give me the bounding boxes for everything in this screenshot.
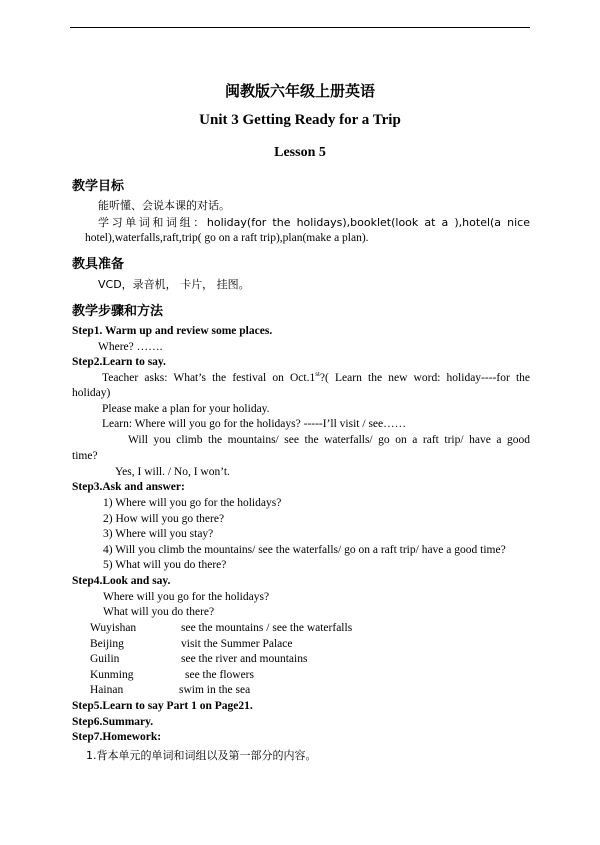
step2-teacher-line	[102, 372, 530, 384]
step2-teacher-sup: st	[315, 370, 320, 379]
place-activity: see the mountains / see the waterfalls	[181, 622, 353, 634]
objectives-line-1: 能听懂、会说本课的对话。	[98, 199, 230, 212]
step3-question: 1) Where will you go for the holidays?	[103, 497, 282, 509]
step3-question: 2) How will you go there?	[103, 513, 225, 525]
objectives-heading: 教学目标	[72, 179, 125, 194]
aids-heading: 教具准备	[72, 257, 125, 272]
step4-question-2: What will you do there?	[103, 606, 215, 618]
top-rule	[70, 27, 530, 28]
document-title: 闽教版六年级上册英语	[224, 82, 375, 100]
step1-where: Where? …….	[98, 341, 163, 353]
place-name: Kunming	[90, 669, 134, 681]
place-activity: see the river and mountains	[181, 653, 308, 665]
step2-answer: Yes, I will. / No, I won’t.	[115, 466, 230, 478]
place-name: Beijing	[90, 638, 124, 650]
objectives-line-2a: 学习单词和词组：holiday(for the holidays),booklet(look at a ),hotel(a nice	[98, 216, 530, 229]
step2-plan: Please make a plan for your holiday.	[102, 403, 270, 415]
place-name: Hainan	[90, 684, 124, 696]
place-activity: see the flowers	[185, 669, 254, 681]
step2-teacher-b: ?( Learn the new word: holiday----for the	[319, 372, 531, 384]
step2-title: Step2.Learn to say.	[72, 356, 166, 368]
step4-title: Step4.Look and say.	[72, 575, 171, 587]
step7-title: Step7.Homework:	[72, 731, 162, 743]
step3-question: 3) Where will you stay?	[103, 528, 214, 540]
step3-question: 4) Will you climb the mountains/ see the waterfalls/ go on a raft trip/ have a good time?	[103, 544, 506, 556]
step7-homework-item: 1.背本单元的单词和词组以及第一部分的内容。	[86, 749, 317, 762]
lesson-title: Lesson 5	[274, 145, 326, 160]
step3-title: Step3.Ask and answer:	[72, 481, 185, 493]
step3-question: 5) What will you do there?	[103, 559, 227, 571]
aids-text: VCD，录音机， 卡片， 挂图。	[98, 278, 250, 291]
step2-teacher-a: Teacher asks: What’s the festival on Oct.1	[102, 372, 316, 384]
step2-climb-a: Will you climb the mountains/ see the waterfalls/ go on a raft trip/ have a good	[128, 434, 530, 446]
procedure-heading: 教学步骤和方法	[72, 304, 164, 319]
step2-climb-b: time?	[72, 450, 98, 462]
place-name: Guilin	[90, 653, 120, 665]
unit-title: Unit 3 Getting Ready for a Trip	[199, 112, 401, 128]
step1-title: Step1. Warm up and review some places.	[72, 325, 273, 337]
step2-learn: Learn: Where will you go for the holidays? -----I’ll visit / see……	[102, 418, 407, 430]
objectives-line-2b: hotel),waterfalls,raft,trip( go on a raft trip),plan(make a plan).	[85, 232, 369, 244]
step2-teacher-c: holiday)	[72, 387, 111, 399]
step5-title: Step5.Learn to say Part 1 on Page21.	[72, 700, 253, 712]
place-activity: visit the Summer Palace	[181, 638, 293, 650]
place-name: Wuyishan	[90, 622, 137, 634]
step4-question-1: Where will you go for the holidays?	[103, 591, 270, 603]
place-activity: swim in the sea	[179, 684, 251, 696]
step6-title: Step6.Summary.	[72, 716, 154, 728]
